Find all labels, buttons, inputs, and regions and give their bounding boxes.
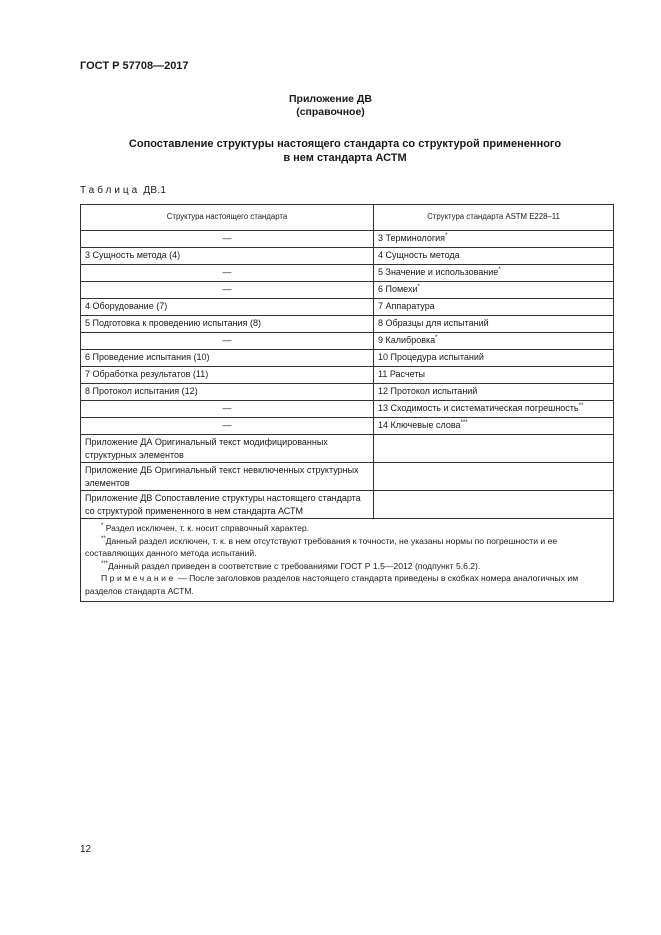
footnote-reference: * [417, 284, 420, 290]
table-note [85, 572, 609, 597]
cell-astm-text: 6 Помехи [378, 284, 418, 294]
cell-this-standard: — [81, 418, 374, 435]
footnote-mark: ** [101, 535, 106, 542]
table-caption-prefix: Таблица [80, 185, 141, 196]
cell-astm-text: 5 Значение и использование [378, 267, 499, 277]
cell-astm-text: 9 Калибровка [378, 335, 436, 345]
footnotes-row [81, 519, 614, 602]
table-row [81, 231, 614, 248]
footnote [85, 535, 609, 560]
footnote-reference: * [498, 267, 501, 273]
cell-this-standard: 6 Проведение испытания (10) [81, 350, 374, 367]
cell-astm-text: 8 Образцы для испытаний [378, 318, 489, 328]
cell-astm-standard [374, 463, 614, 491]
section-title [100, 137, 590, 165]
cell-astm-text: 3 Терминология [378, 233, 446, 243]
cell-astm-standard [374, 401, 614, 418]
table-caption [80, 185, 166, 196]
cell-astm-text: 7 Аппаратура [378, 301, 435, 311]
cell-this-standard: Приложение ДА Оригинальный текст модифицированных структурных элементов [81, 435, 374, 463]
table-row [81, 299, 614, 316]
cell-astm-standard [374, 248, 614, 265]
table-row [81, 282, 614, 299]
cell-this-standard: 4 Оборудование (7) [81, 299, 374, 316]
footnote-reference: ** [578, 403, 584, 409]
cell-astm-standard [374, 350, 614, 367]
table-row [81, 367, 614, 384]
appendix-heading [0, 93, 661, 119]
cell-this-standard: — [81, 265, 374, 282]
cell-this-standard: — [81, 282, 374, 299]
footnote-text: Данный раздел исключен, т. к. в нем отсутствуют требования к точности, не указаны нормы по погрешности и ее составляющих данного метода испытаний. [85, 535, 558, 558]
table-row [81, 384, 614, 401]
footnote-mark: *** [101, 560, 109, 567]
cell-this-standard: 5 Подготовка к проведению испытания (8) [81, 316, 374, 333]
appendix-subtitle: (справочное) [296, 106, 365, 118]
table-row [81, 316, 614, 333]
footnote-reference: * [435, 335, 438, 341]
footnote-text: Данный раздел приведен в соответствие с требованиями ГОСТ Р 1.5—2012 (подпункт 5.6.2). [108, 560, 481, 571]
table-row [81, 265, 614, 282]
footnote-reference: *** [460, 420, 468, 426]
cell-this-standard: — [81, 231, 374, 248]
cell-astm-standard [374, 282, 614, 299]
cell-astm-text: 12 Протокол испытаний [378, 386, 478, 396]
table-row [81, 350, 614, 367]
table-row [81, 333, 614, 350]
cell-this-standard: — [81, 401, 374, 418]
cell-this-standard: — [81, 333, 374, 350]
appendix-title: Приложение ДВ [289, 93, 372, 105]
cell-astm-text: 14 Ключевые слова [378, 420, 461, 430]
table-row [81, 418, 614, 435]
cell-this-standard: 7 Обработка результатов (11) [81, 367, 374, 384]
cell-astm-standard [374, 367, 614, 384]
page-number: 12 [80, 844, 92, 855]
cell-this-standard: Приложение ДВ Сопоставление структуры настоящего стандарта со структурой примененного в нем стандарта АСТМ [81, 491, 374, 519]
document-id: ГОСТ Р 57708—2017 [80, 60, 189, 72]
header-cell-this-standard: Структура настоящего стандарта [81, 205, 374, 231]
table-row [81, 463, 614, 491]
section-title-line1: Сопоставление структуры настоящего стандарта со структурой примененного [128, 138, 562, 150]
table-body [81, 231, 614, 519]
cell-astm-standard [374, 435, 614, 463]
cell-astm-standard [374, 418, 614, 435]
footnotes-cell [81, 519, 614, 602]
cell-astm-text: 10 Процедура испытаний [378, 352, 484, 362]
cell-astm-text: 11 Расчеты [378, 369, 425, 379]
section-title-line2: в нем стандарта АСТМ [283, 152, 407, 164]
cell-astm-standard [374, 231, 614, 248]
footnote [85, 522, 609, 535]
cell-astm-text: 13 Сходимость и систематическая погрешность [378, 403, 579, 413]
cell-astm-text: 4 Сущность метода [378, 250, 460, 260]
cell-astm-standard [374, 265, 614, 282]
header-cell-astm-standard: Структура стандарта ASTM E228–11 [374, 205, 614, 231]
footnote [85, 560, 609, 573]
cell-this-standard: 8 Протокол испытания (12) [81, 384, 374, 401]
cell-astm-standard [374, 299, 614, 316]
table-row [81, 435, 614, 463]
cell-astm-standard [374, 316, 614, 333]
table-row [81, 491, 614, 519]
table-caption-id: ДВ.1 [143, 185, 167, 196]
cell-this-standard: 3 Сущность метода (4) [81, 248, 374, 265]
footnote-reference: * [445, 233, 448, 239]
table-header-row [81, 205, 614, 231]
table-row [81, 248, 614, 265]
footnote-mark: * [101, 523, 104, 529]
table-row [81, 401, 614, 418]
cell-this-standard: Приложение ДБ Оригинальный текст невключенных структурных элементов [81, 463, 374, 491]
note-text: — После заголовков разделов настоящего стандарта приведены в скобках номера аналогичных им разделов стандарта АСТМ. [85, 573, 579, 596]
note-label: Примечание [101, 573, 176, 583]
footnote-text: Раздел исключен, т. к. носит справочный характер. [105, 523, 310, 533]
cell-astm-standard [374, 333, 614, 350]
comparison-table [80, 204, 614, 602]
cell-astm-standard [374, 491, 614, 519]
cell-astm-standard [374, 384, 614, 401]
